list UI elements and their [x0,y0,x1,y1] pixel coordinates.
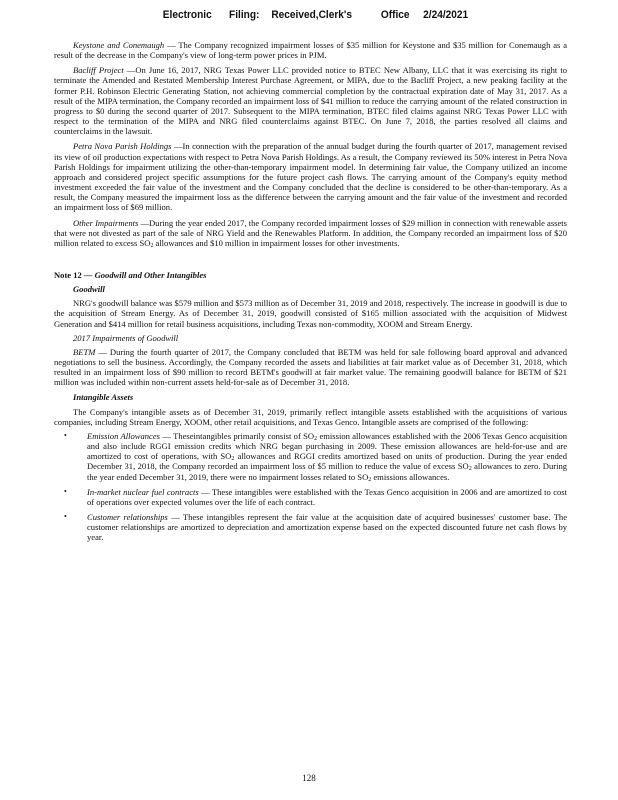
paragraph-text: allowances and $10 million in impairment losses for other investments. [153,237,400,248]
paragraph-lead: BETM [73,346,96,357]
paragraph-text: — During the fourth quarter of 2017, the Company concluded that BETM was held for sale following board approval and advanced negotiations to sell the business. Accordingly, the Company recorded the assets and liabilities at fair market value as of December 31, 2018, which resulted in an impairment loss of $90 million to record BETM's goodwill at fair market value. The remaining goodwill balance for BETM of $21 million was included within non-current assets held-for-sale as of December 31, 2018. [54,346,567,388]
page-number: 128 [302,773,316,783]
intangible-assets-heading: Intangible Assets [73,391,134,402]
item-text: — Theseintangibles primarily consist of SO [159,431,315,441]
paragraph-lead: Bacliff Project [73,65,124,76]
paragraph-text: —On June 16, 2017, NRG Texas Power LLC provided notice to BTEC New Albany, LLC that it was exercising its right to terminate the Amended and Restated Membership Interest Purchase Agreement, or MIPA, due to the Bacliff Project, a new peaking facility at the former P.H. Robinson Electric Generating Station, not achieving commercial completion by the contractual expiration date of May 31, 2017. As a result of the MIPA termination, the Company recorded an impairment loss of $41 million to reduce the carrying amount of the related construction in progress to $0 during the second quarter of 2017. Subsequent to the MIPA termination, BTEC filed claims against NRG Texas Power LLC with respect to the termination of the MIPA and NRG filed counterclaims against BTEC. On June 7, 2018, the parties resolved all claims and counterclaims in the lawsuit. [54,65,567,137]
item-lead: Customer relationships [87,512,168,523]
item-text: — These intangibles represent the fair value at the acquisition date of acquired businesses' customer base. The customer relationships are amortized to depreciation and amortization expense based on the expected discounted future net cash flows by year. [87,512,567,543]
paragraph-keystone [54,40,567,60]
item-text: emission allowances established with the 2006 Texas Genco acquisition and also include RGGI emission credits which NRG began purchasing in 2009. These emission allowances are held-for-use and are amortized to cost of operations, with SO [87,431,567,462]
paragraph-text: — The Company recognized impairment losses of $35 million for Keystone and $35 million for Conemaugh as a result of the decrease in the Company's view of long-term power prices in PJM. [54,40,567,61]
header-received: Received,Clerk's [271,9,352,21]
list-item-customer-relationships [54,512,567,542]
paragraph-text: —In connection with the preparation of the annual budget during the fourth quarter of 2017, management revised its view of oil production expectations with respect to Petra Nova Parish Holdings. As a result, the Company reviewed its 50% interest in Petra Nova Parish Holdings for impairment utilizing the other-than-temporary impairment model. In determining fair value, the Company utilized an income approach and considered project specific assumptions for the future project cash flows. The carrying amount of the Company's equity method investment exceeded the fair value of the investment and the Company concluded that the decline is considered to be other-than-temporary. As a result, the Company measured the impairment loss as the difference between the carrying amount and the fair value of the investment and recorded an impairment loss of $69 million. [54,141,568,213]
goodwill-heading: Goodwill [73,284,105,295]
header-office: Office [380,9,410,21]
filing-header [25,9,594,23]
paragraph-text: —During the year ended 2017, the Company recorded impairment losses of $29 million in connection with renewable assets that were not divested as part of the sale of NRG Yield and the Renewables Platform. In addition, the Company recorded an impairment loss of $20 million related to excess SO [54,217,567,248]
item-text: emissions allowances. [371,471,450,482]
list-item-emission-allowances [54,431,567,482]
paragraph-bacliff [54,65,567,136]
paragraph-petra-nova [54,141,567,212]
item-lead: In-market nuclear fuel contracts [87,486,199,497]
subscript: 2 [150,242,154,249]
paragraph-betm [54,347,567,388]
subscript: 2 [231,456,235,463]
note-12-heading [54,270,567,280]
subscript: 2 [468,466,472,473]
intangible-list [54,431,567,543]
header-filing: Filing: [229,9,260,21]
paragraph-lead: Keystone and Conemaugh [73,40,165,50]
item-text: — These intangibles were established with the Texas Genco acquisition in 2006 and are amortized to cost of operations over expected volumes over the life of each contract. [87,486,567,507]
note-prefix: Note 12 — [54,269,95,280]
paragraph-intangible-assets: The Company's intangible assets as of December 31, 2019, primarily reflect intangible assets established with the acquisitions of various companies, including Stream Energy, XOOM, other retail acquisitions, and Texas Genco. Intangible assets are comprised of the following: [54,406,567,427]
note-title: Goodwill and Other Intangibles [94,269,207,280]
subscript: 2 [314,436,318,442]
paragraph-other-impairments [54,218,567,248]
paragraph-lead: Petra Nova Parish Holdings [73,141,172,152]
document-body [54,40,567,543]
header-date: 2/24/2021 [423,9,469,21]
header-electronic: Electronic [162,9,212,21]
subscript: 2 [368,476,372,483]
paragraph-goodwill: NRG's goodwill balance was $579 million and $573 million as of December 31, 2019 and 2018, respectively. The increase in goodwill is due to the acquisition of Stream Energy. As of December 31, 2019, goodwill consisted of $165 million associated with the acquisition of Midwest Generation and $414 million for retail business acquisitions, including Texas non-commodity, XOOM and Stream Energy. [54,298,567,329]
item-text: allowances to zero. During the year ended December 31, 2019, there were no impairment losses related to SO [87,461,567,482]
item-lead: Emission Allowances [87,431,160,441]
list-item-nuclear-fuel-contracts [54,487,567,507]
paragraph-lead: Other Impairments [73,217,139,228]
impairments-2017-heading: 2017 Impairments of Goodwill [73,332,179,343]
item-text: allowances and RGGI credits amortized based on units of production. During the year ended December 31, 2018, the Company recorded an impairment loss of $5 million to reduce the value of excess SO [87,451,567,472]
